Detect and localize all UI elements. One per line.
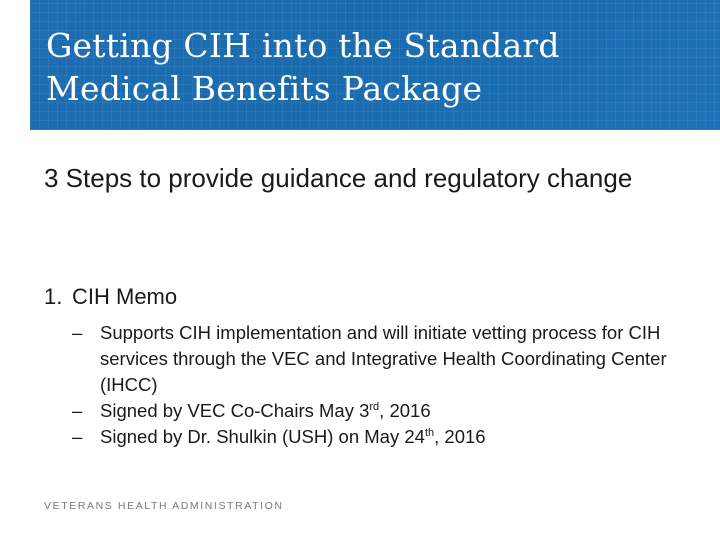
- list-item: [72, 320, 672, 398]
- bullet-text: Signed by VEC Co-Chairs May 3: [100, 400, 370, 421]
- list-item: [72, 424, 672, 450]
- dash-marker: –: [72, 400, 83, 421]
- bullet-text-end: , 2016: [434, 426, 486, 447]
- step-label: CIH Memo: [72, 284, 178, 309]
- ordinal-suffix: rd: [369, 401, 380, 413]
- ordinal-suffix: th: [424, 427, 435, 439]
- slide-title: Getting CIH into the Standard Medical Benefits Package: [46, 26, 560, 108]
- step-number: 1.: [44, 284, 63, 309]
- dash-marker: –: [72, 322, 83, 343]
- footer-text: VETERANS HEALTH ADMINISTRATION: [44, 500, 284, 512]
- dash-marker: –: [72, 426, 83, 447]
- list-item: [72, 398, 672, 424]
- title-banner: [30, 0, 720, 130]
- step-item: [44, 282, 177, 312]
- bullet-text: Signed by Dr. Shulkin (USH) on May 24: [100, 426, 425, 447]
- slide-subtitle: 3 Steps to provide guidance and regulatory change: [44, 163, 633, 193]
- bullet-text: Supports CIH implementation and will initiate vetting process for CIH services through the VEC and Integrative Health Coordinating Center (IHCC): [100, 322, 667, 395]
- sub-bullet-list: [72, 320, 672, 450]
- bullet-text-end: , 2016: [379, 400, 431, 421]
